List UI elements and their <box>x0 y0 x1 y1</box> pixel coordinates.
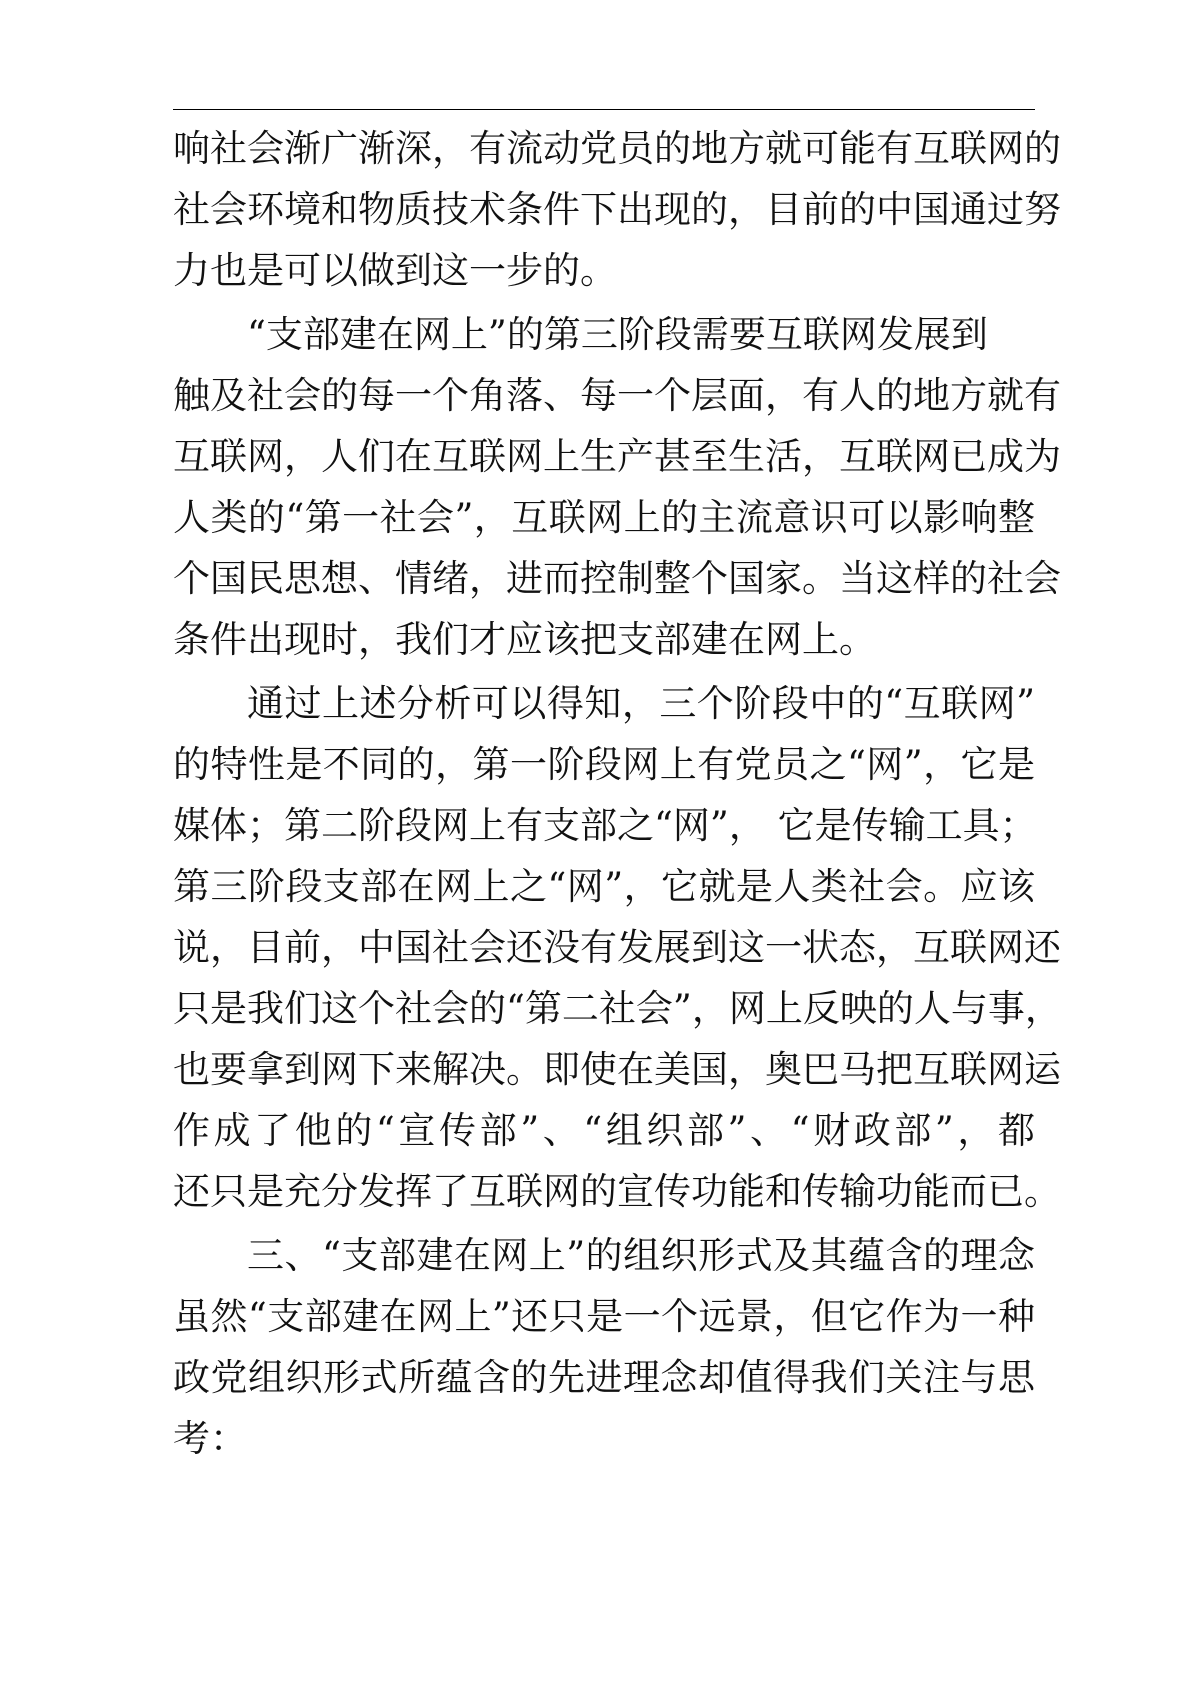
text-line: 社会环境和物质技术条件下出现的，目前的中国通过努 <box>173 188 1061 231</box>
text-line: 个国民思想、情绪，进而控制整个国家。当这样的社会 <box>173 557 1061 600</box>
text-line: 说，目前，中国社会还没有发展到这一状态，互联网还 <box>173 926 1061 969</box>
text-line: 政党组织形式所蕴含的先进理念却值得我们关注与思 <box>173 1356 1035 1399</box>
text-line: 触及社会的每一个角落、每一个层面，有人的地方就有 <box>173 374 1061 417</box>
text-line: 只是我们这个社会的“第二社会”，网上反映的人与事， <box>173 987 1062 1030</box>
text-line: 通过上述分析可以得知，三个阶段中的“互联网” <box>247 682 1035 725</box>
text-line: 也要拿到网下来解决。即使在美国，奥巴马把互联网运 <box>173 1048 1061 1091</box>
text-line: “支部建在网上”的第三阶段需要互联网发展到 <box>247 313 988 356</box>
header-rule <box>173 109 1035 110</box>
text-line: 力也是可以做到这一步的。 <box>173 249 617 292</box>
text-line: 三、“支部建在网上”的组织形式及其蕴含的理念 <box>247 1234 1035 1277</box>
text-line: 还只是充分发挥了互联网的宣传功能和传输功能而已。 <box>173 1170 1061 1213</box>
text-line: 条件出现时，我们才应该把支部建在网上。 <box>173 618 876 661</box>
text-line: 人类的“第一社会”，互联网上的主流意识可以影响整 <box>173 496 1035 539</box>
text-line: 考： <box>173 1417 247 1460</box>
text-line: 虽然“支部建在网上”还只是一个远景，但它作为一种 <box>173 1295 1035 1338</box>
text-line: 的特性是不同的，第一阶段网上有党员之“网”，它是 <box>173 743 1035 786</box>
text-line: 响社会渐广渐深，有流动党员的地方就可能有互联网的 <box>173 127 1061 170</box>
body-text <box>173 118 1062 1469</box>
text-line: 互联网，人们在互联网上生产甚至生活，互联网已成为 <box>173 435 1061 478</box>
text-line: 媒体；第二阶段网上有支部之“网”， 它是传输工具； <box>173 804 1037 847</box>
text-line: 作成了他的“宣传部”、“组织部”、“财政部”，都 <box>173 1109 1035 1152</box>
text-line: 第三阶段支部在网上之“网”，它就是人类社会。应该 <box>173 865 1035 908</box>
